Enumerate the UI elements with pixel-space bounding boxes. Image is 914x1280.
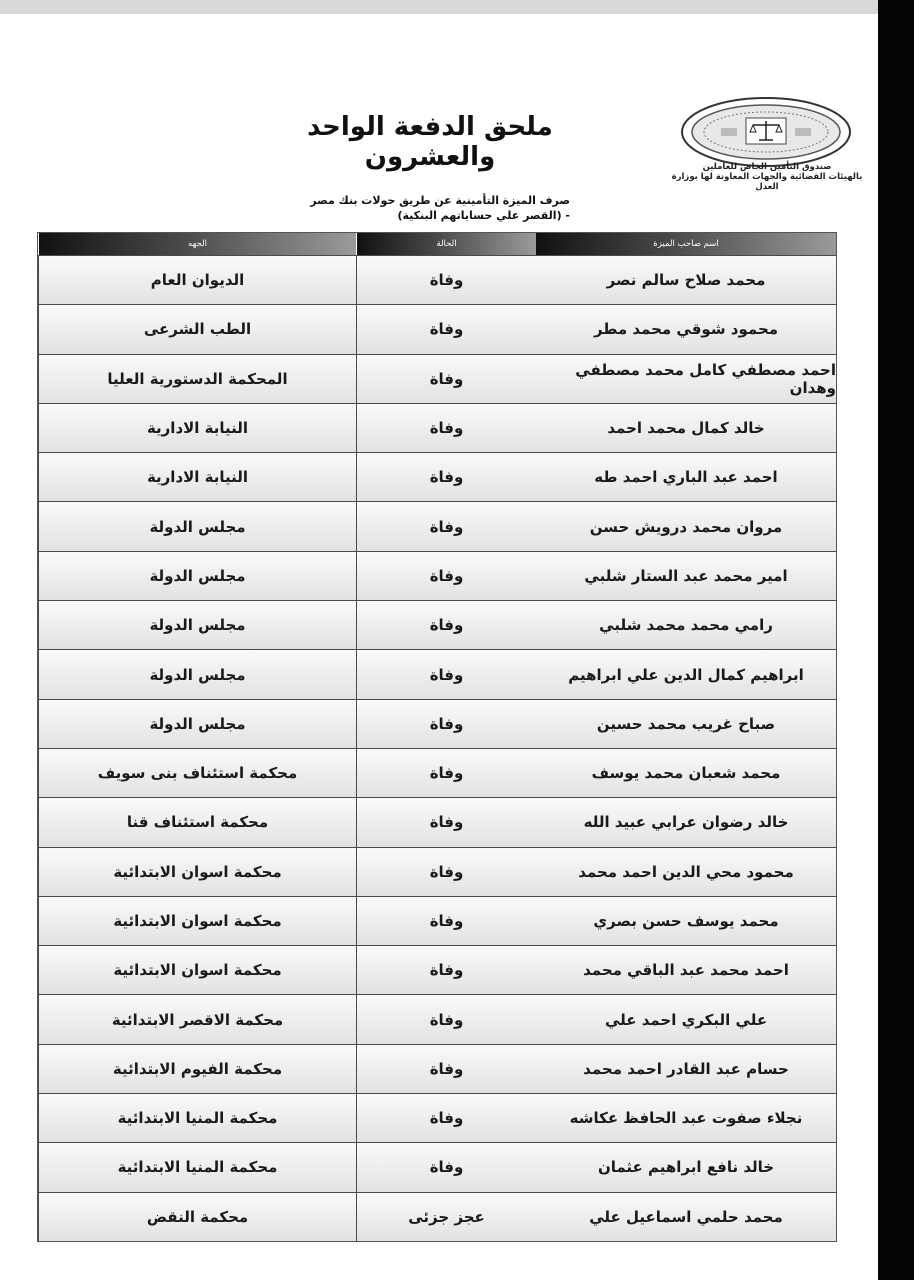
page-title: ملحق الدفعة الواحد والعشرون xyxy=(307,112,553,172)
table-row xyxy=(38,403,836,452)
subtitle xyxy=(280,193,570,223)
cell-name: صباح غريب محمد حسين xyxy=(536,699,836,748)
logo-caption-line-1: صندوق التأمين الخاص للعاملين xyxy=(702,162,832,172)
table-row xyxy=(38,748,836,797)
cell-status: وفاة xyxy=(356,501,536,550)
header-name: اسم صاحب الميزة xyxy=(536,233,836,255)
cell-entity: مجلس الدولة xyxy=(38,501,356,550)
cell-status: وفاة xyxy=(356,304,536,353)
cell-status: وفاة xyxy=(356,847,536,896)
cell-entity: الطب الشرعى xyxy=(38,304,356,353)
cell-name: احمد محمد عبد الباقي محمد xyxy=(536,945,836,994)
table-row xyxy=(38,1044,836,1093)
cell-status: وفاة xyxy=(356,1093,536,1142)
table-row xyxy=(38,255,836,304)
subtitle-line-2: - (القصر علي حساباتهم البنكية) xyxy=(397,209,570,222)
cell-status: وفاة xyxy=(356,600,536,649)
cell-name: احمد مصطفي كامل محمد مصطفي وهدان xyxy=(536,354,836,403)
table-row xyxy=(38,501,836,550)
table-row xyxy=(38,551,836,600)
cell-status: وفاة xyxy=(356,994,536,1043)
cell-name: مروان محمد درويش حسن xyxy=(536,501,836,550)
cell-name: نجلاء صفوت عبد الحافظ عكاشه xyxy=(536,1093,836,1142)
cell-entity: مجلس الدولة xyxy=(38,551,356,600)
cell-entity: محكمة الاقصر الابتدائية xyxy=(38,994,356,1043)
beneficiaries-table xyxy=(37,232,837,1242)
cell-status: وفاة xyxy=(356,748,536,797)
table-row xyxy=(38,600,836,649)
logo-caption-line-2: بالهيئات القضائية والجهات المعاونة لها بوزارة العدل xyxy=(671,172,863,192)
cell-name: محمد صلاح سالم نصر xyxy=(536,255,836,304)
logo-caption xyxy=(664,162,870,192)
cell-name: محمود محي الدين احمد محمد xyxy=(536,847,836,896)
cell-entity: محكمة استئناف بنى سويف xyxy=(38,748,356,797)
cell-status: وفاة xyxy=(356,354,536,403)
cell-status: وفاة xyxy=(356,649,536,698)
table-row xyxy=(38,847,836,896)
table-row xyxy=(38,1192,836,1241)
table-row xyxy=(38,994,836,1043)
cell-name: خالد كمال محمد احمد xyxy=(536,403,836,452)
cell-name: امير محمد عبد الستار شلبي xyxy=(536,551,836,600)
cell-entity: مجلس الدولة xyxy=(38,699,356,748)
top-bar xyxy=(0,0,878,14)
header-status: الحالة xyxy=(356,233,536,255)
table-row xyxy=(38,452,836,501)
cell-entity: مجلس الدولة xyxy=(38,600,356,649)
cell-entity: محكمة المنيا الابتدائية xyxy=(38,1142,356,1191)
cell-status: وفاة xyxy=(356,699,536,748)
cell-status: عجز جزئى xyxy=(356,1192,536,1241)
table-row xyxy=(38,354,836,403)
cell-entity: النيابة الادارية xyxy=(38,403,356,452)
table-header xyxy=(38,233,836,255)
cell-name: خالد رضوان عرابي عبيد الله xyxy=(536,797,836,846)
cell-status: وفاة xyxy=(356,551,536,600)
table-row xyxy=(38,304,836,353)
table-row xyxy=(38,1093,836,1142)
cell-name: محمود شوقي محمد مطر xyxy=(536,304,836,353)
right-edge-bar xyxy=(878,0,914,1280)
cell-entity: محكمة المنيا الابتدائية xyxy=(38,1093,356,1142)
cell-entity: المحكمة الدستورية العليا xyxy=(38,354,356,403)
cell-status: وفاة xyxy=(356,1044,536,1093)
cell-status: وفاة xyxy=(356,797,536,846)
table-row xyxy=(38,649,836,698)
table-row xyxy=(38,896,836,945)
cell-name: ابراهيم كمال الدين علي ابراهيم xyxy=(536,649,836,698)
cell-entity: محكمة النقض xyxy=(38,1192,356,1241)
cell-entity: محكمة اسوان الابتدائية xyxy=(38,847,356,896)
cell-status: وفاة xyxy=(356,403,536,452)
table-row xyxy=(38,945,836,994)
cell-status: وفاة xyxy=(356,452,536,501)
header-entity: الجهه xyxy=(38,233,356,255)
table-row xyxy=(38,1142,836,1191)
cell-status: وفاة xyxy=(356,1142,536,1191)
cell-name: خالد نافع ابراهيم عثمان xyxy=(536,1142,836,1191)
cell-status: وفاة xyxy=(356,945,536,994)
cell-entity: الديوان العام xyxy=(38,255,356,304)
subtitle-line-1: صرف الميزة التأمينية عن طريق حولات بنك مصر xyxy=(310,194,570,207)
cell-entity: النيابة الادارية xyxy=(38,452,356,501)
cell-entity: محكمة استئناف قنا xyxy=(38,797,356,846)
cell-name: محمد حلمي اسماعيل علي xyxy=(536,1192,836,1241)
table-row xyxy=(38,699,836,748)
cell-name: محمد شعبان محمد يوسف xyxy=(536,748,836,797)
cell-entity: محكمة الفيوم الابتدائية xyxy=(38,1044,356,1093)
cell-entity: محكمة اسوان الابتدائية xyxy=(38,945,356,994)
cell-status: وفاة xyxy=(356,255,536,304)
cell-name: رامي محمد محمد شلبي xyxy=(536,600,836,649)
cell-entity: مجلس الدولة xyxy=(38,649,356,698)
cell-name: حسام عبد القادر احمد محمد xyxy=(536,1044,836,1093)
table-row xyxy=(38,797,836,846)
cell-name: احمد عبد الباري احمد طه xyxy=(536,452,836,501)
cell-entity: محكمة اسوان الابتدائية xyxy=(38,896,356,945)
table-body xyxy=(38,255,836,1241)
cell-status: وفاة xyxy=(356,896,536,945)
cell-name: علي البكري احمد علي xyxy=(536,994,836,1043)
cell-name: محمد يوسف حسن بصري xyxy=(536,896,836,945)
